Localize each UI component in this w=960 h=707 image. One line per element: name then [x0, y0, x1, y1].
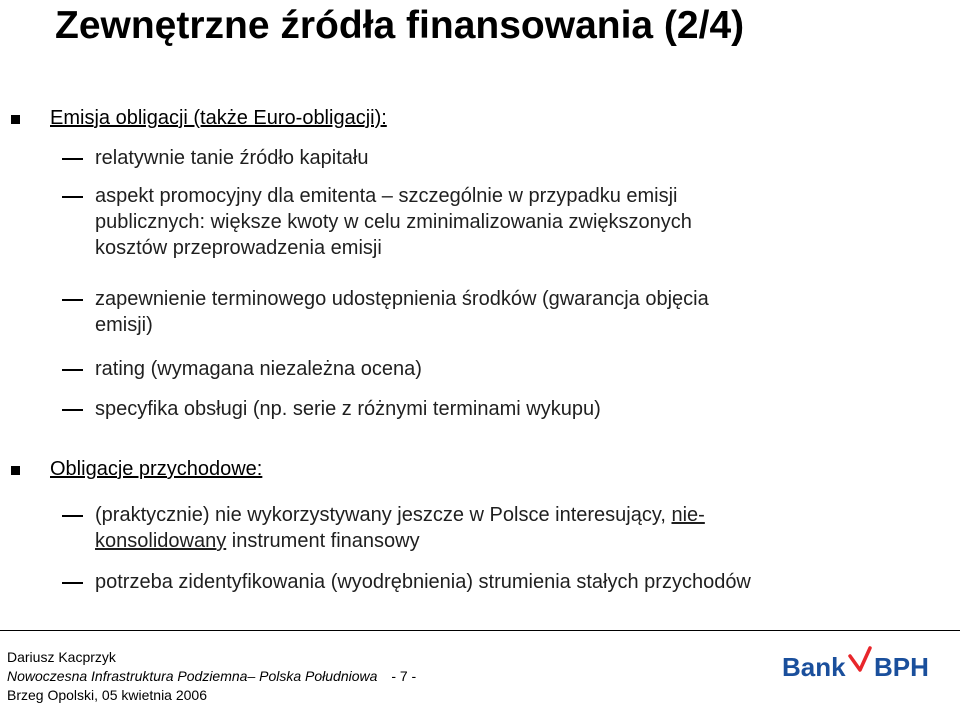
dash-bullet-icon	[62, 299, 83, 301]
square-bullet-icon	[11, 466, 20, 475]
list-item-text	[95, 502, 955, 554]
list-item	[0, 396, 960, 422]
dash-bullet-icon	[62, 196, 83, 198]
square-bullet-icon	[11, 115, 20, 124]
section-emisja-obligacji	[0, 105, 960, 131]
list-item-part-underlined: nie-	[671, 504, 705, 526]
list-item-part: (praktycznie) nie wykorzystywany jeszcze w Polsce interesujący,	[95, 504, 672, 526]
list-item-part-underlined: konsolidowany	[95, 530, 227, 552]
logo-text-bank: Bank	[782, 652, 846, 682]
dash-bullet-icon	[62, 582, 83, 584]
list-item-text: specyfika obsługi (np. serie z różnymi terminami wykupu)	[95, 398, 601, 420]
footer-page-number: - 7 -	[391, 668, 417, 684]
dash-bullet-icon	[62, 515, 83, 517]
bank-bph-logo	[778, 640, 958, 692]
footer-author: Dariusz Kacprzyk	[7, 649, 116, 665]
logo-text-bph: BPH	[874, 652, 929, 682]
list-item-text	[95, 183, 955, 261]
list-item-part: instrument finansowy	[226, 530, 420, 552]
list-item-text	[95, 286, 955, 338]
logo-swoosh-icon	[850, 648, 870, 670]
dash-bullet-icon	[62, 409, 83, 411]
footer-divider	[0, 630, 960, 631]
section-heading: Emisja obligacji (także Euro-obligacji):	[50, 107, 387, 129]
slide-title: Zewnętrzne źródła finansowania (2/4)	[55, 4, 745, 47]
footer-place-date: Brzeg Opolski, 05 kwietnia 2006	[7, 687, 207, 703]
dash-bullet-icon	[62, 369, 83, 371]
list-item	[0, 569, 960, 595]
list-item-text: relatywnie tanie źródło kapitału	[95, 147, 369, 169]
list-item	[0, 183, 960, 261]
list-item-text: rating (wymagana niezależna ocena)	[95, 358, 422, 380]
footer-project: Nowoczesna Infrastruktura Podziemna– Polska Południowa	[7, 668, 378, 684]
list-item-line: kosztów przeprowadzenia emisji	[95, 237, 382, 259]
dash-bullet-icon	[62, 158, 83, 160]
list-item-text: potrzeba zidentyfikowania (wyodrębnienia) strumienia stałych przychodów	[95, 571, 751, 593]
list-item	[0, 356, 960, 382]
section-obligacje-przychodowe	[0, 456, 960, 482]
list-item-line: emisji)	[95, 314, 153, 336]
list-item	[0, 502, 960, 554]
footer-project-line	[7, 668, 416, 684]
list-item	[0, 145, 960, 171]
list-item-line: zapewnienie terminowego udostępnienia środków (gwarancja objęcia	[95, 288, 709, 310]
list-item	[0, 286, 960, 338]
list-item-line: aspekt promocyjny dla emitenta – szczególnie w przypadku emisji	[95, 185, 678, 207]
list-item-line: publicznych: większe kwoty w celu zminimalizowania zwiększonych	[95, 211, 692, 233]
section-heading: Obligacje przychodowe:	[50, 458, 263, 480]
